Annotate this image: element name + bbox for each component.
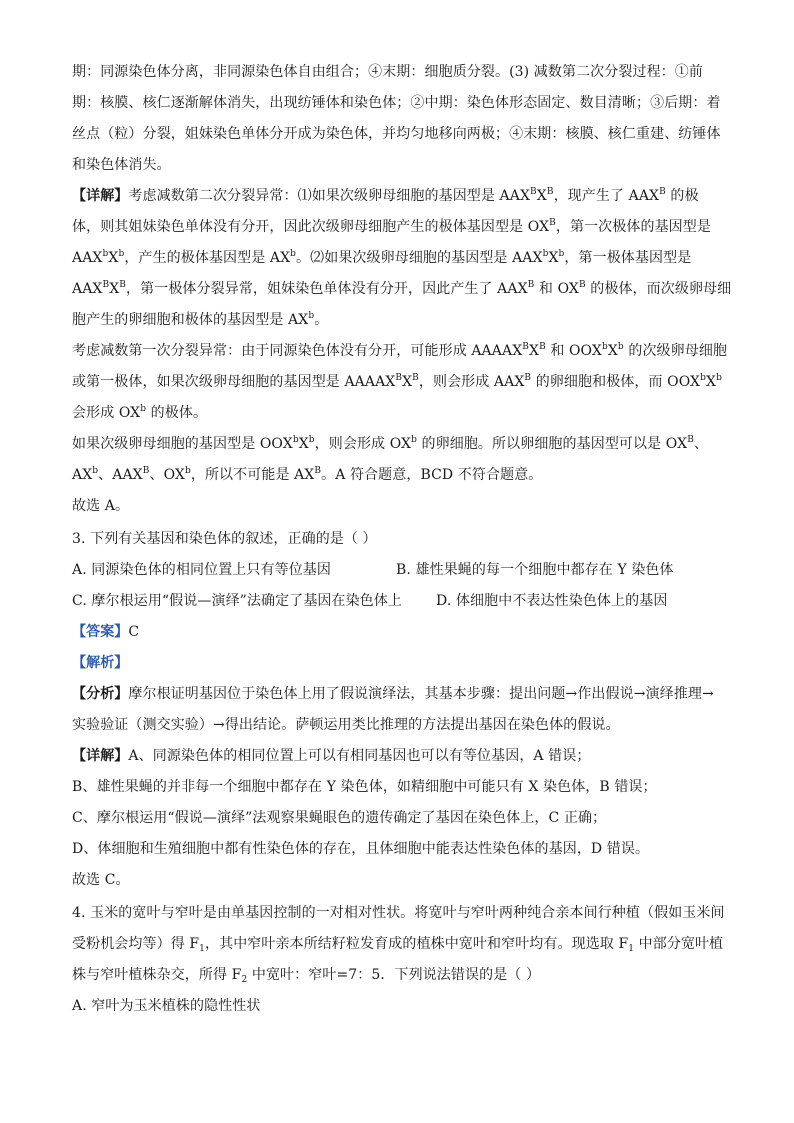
q2-conclusion-line-1: 如果次级卵母细胞的基因型是 $OOX^bX^b$，则会形成 $OX^b$ 的卵细胞。所以卵细胞的基因型可以是 $OX^B$、 — [72, 435, 709, 452]
summary-line-2: 期：核膜、核仁逐渐解体消失，出现纺锤体和染色体；②中期：染色体形态固定、数目清晰；③后期：着 — [72, 95, 721, 111]
q3-detail-a: 【详解】A、同源染色体的相同位置上可以有相同基因也可以有等位基因，A 错误； — [72, 748, 591, 764]
summary-line-3: 丝点（粒）分裂，姐妹染色单体分开成为染色体，并均匀地移向两极；④末期：核膜、核仁重建、纺锤体 — [72, 126, 721, 142]
summary-line-1: 期：同源染色体分离，非同源染色体自由组合；④末期：细胞质分裂。(3) 减数第二次分裂过程：①前 — [72, 64, 703, 80]
detail-tag: 【详解】 — [72, 748, 129, 764]
q4-stem-line-1: 4. 玉米的宽叶与窄叶是由单基因控制的一对相对性状。将宽叶与窄叶两种纯合亲本间行种植（假如玉米间 — [72, 905, 725, 921]
q2-conclusion-line-2: $AX^b$、$AAX^B$、$OX^b$，所以不可能是 $AX^B$。A 符合题意，BCD 不符合题意。 — [72, 466, 543, 483]
q3-option-c: C. 摩尔根运用“假说—演绎”法确定了基因在染色体上 — [72, 593, 403, 609]
q2-detail-line-4: $AAX^BX^B$，第一极体分裂异常，姐妹染色单体没有分开，因此产生了 $AAX^B$ 和 $OX^B$ 的极体，而次级卵母细 — [72, 280, 732, 297]
q2-detail-line-2: 体，则其姐妹染色单体没有分开，因此次级卵母细胞产生的极体基因型是 $OX^B$，第一次极体的基因型是 — [72, 218, 711, 235]
q3-detail-b: B、雄性果蝇的并非每一个细胞中都存在 Y 染色体，如精细胞中可能只有 X 染色体，B 错误； — [72, 779, 657, 795]
q3-detail-c: C、摩尔根运用“假说—演绎”法观察果蝇眼色的遗传确定了基因在染色体上，C 正确； — [72, 810, 607, 826]
q2-meiosis1-line-2: 或第一极体，如果次级卵母细胞的基因型是 $AAAAX^BX^B$，则会形成 $AAX^B$ 的卵细胞和极体，而 $OOX^bX^b$ — [72, 373, 722, 390]
q3-answer — [72, 622, 139, 642]
q4-stem-line-2: 受粉机会均等）得 $F_1$，其中窄叶亲本所结籽粒发育成的植株中宽叶和窄叶均有。现选取 $F_1$ 中部分宽叶植 — [72, 936, 724, 954]
q2-detail-line-5: 胞产生的卵细胞和极体的基因型是 $AX^b$。 — [72, 311, 329, 328]
answer-tag: 【答案】 — [72, 624, 129, 640]
answer-value: C — [128, 624, 140, 640]
q3-fenxi-line-1: 【分析】摩尔根证明基因位于染色体上用了假说演绎法，其基本步骤：提出问题→作出假说→演绎推理→ — [72, 686, 714, 702]
q2-detail-line-1: 【详解】考虑减数第二次分裂异常：⑴如果次级卵母细胞的基因型是 $AAX^BX^B$，现产生了 $AAX^B$ 的极 — [72, 187, 699, 204]
q4-option-a: A. 窄叶为玉米植株的隐性性状 — [72, 998, 261, 1014]
q2-detail-line-3: $AAX^bX^b$，产生的极体基因型是 $AX^b$。⑵如果次级卵母细胞的基因型是 $AAX^bX^b$，第一极体基因型是 — [72, 249, 692, 266]
detail-tag: 【详解】 — [72, 188, 129, 204]
summary-line-4: 和染色体消失。 — [72, 157, 171, 173]
fenxi-tag: 【分析】 — [72, 686, 129, 702]
q2-meiosis1-line-1: 考虑减数第一次分裂异常：由于同源染色体没有分开，可能形成 $AAAAX^BX^B$ 和 $OOX^bX^b$ 的次级卵母细胞 — [72, 342, 728, 359]
q3-option-b: B. 雄性果蝇的每一个细胞中都存在 Y 染色体 — [396, 562, 674, 578]
q3-option-a: A. 同源染色体的相同位置上只有等位基因 — [72, 562, 332, 578]
q3-analysis-tag: 【解析】 — [72, 655, 129, 671]
q2-meiosis1-line-3: 会形成 $OX^b$ 的极体。 — [72, 404, 208, 421]
q3-option-d: D. 体细胞中不表达性染色体上的基因 — [436, 593, 668, 609]
q4-stem-line-3: 株与窄叶植株杂交，所得 $F_2$ 中宽叶：窄叶=7：5．下列说法错误的是（ ） — [72, 967, 541, 985]
q2-choice: 故选 A。 — [72, 498, 130, 514]
q3-stem: 3. 下列有关基因和染色体的叙述，正确的是（ ） — [72, 531, 377, 547]
q3-detail-d: D、体细胞和生殖细胞中都有性染色体的存在，且体细胞中能表达性染色体的基因，D 错误。 — [72, 841, 650, 857]
q3-fenxi-line-2: 实验验证（测交实验）→得出结论。萨顿运用类比推理的方法提出基因在染色体的假说。 — [72, 717, 620, 733]
q3-choice: 故选 C。 — [72, 872, 130, 888]
